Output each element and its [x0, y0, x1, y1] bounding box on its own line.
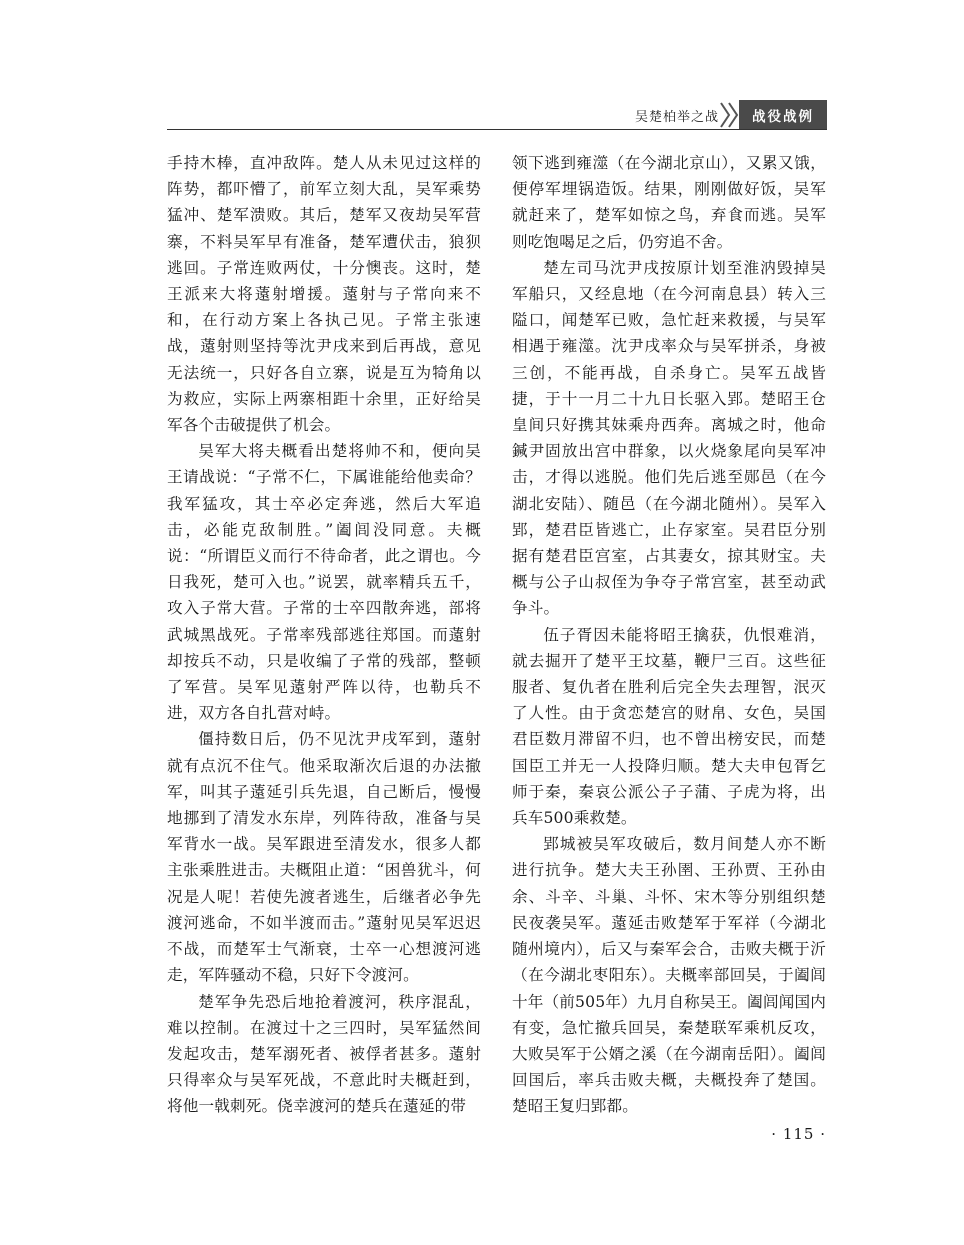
paragraph: 僵持数日后，仍不见沈尹戌军到，薳射就有点沉不住气。他采取渐次后退的办法撤军，叫其子薳延引兵先退，自己断后，慢慢地挪到了清发水东岸，列阵待敌，准备与吴军背水一战。吴军跟进至清发水，很多人都主张乘胜进击。夫概阻止道：“困兽犹斗，何况是人呢！若使先渡者逃生，后继者必争先渡河逃命，不如半渡而击。”薳射见吴军迟迟不战，而楚军士气渐衰，士卒一心想渡河逃走，军阵骚动不稳，只好下令渡河。	[167, 730, 481, 985]
paragraph: 手持木棒，直冲敌阵。楚人从未见过这样的阵势，都吓懵了，前军立刻大乱，吴军乘势猛冲、楚军溃败。其后，楚军又夜劫吴军营寨，不料吴军早有准备，楚军遭伏击，狼狈逃回。子常连败两仗，十分懊丧。这时，楚王派来大将薳射增援。薳射与子常向来不和，在行动方案上各执己见。子常主张速战，薳射则坚持等沈尹戌来到后再战，意见无法统一，只好各自立寨，说是互为犄角以为救应，实际上两寨相距十余里，正好给吴军各个击破提供了机会。	[167, 154, 481, 435]
double-chevron-icon	[719, 102, 741, 128]
paragraph: 领下逃到雍澨（在今湖北京山），又累又饿，便停军埋锅造饭。结果，刚刚做好饭，吴军就赶来了，楚军如惊之鸟，弃食而逃。吴军则吃饱喝足之后，仍穷追不舍。	[512, 154, 826, 251]
section-tag: 战役战例	[739, 100, 827, 129]
paragraph: 楚军争先恐后地抢着渡河，秩序混乱，难以控制。在渡过十之三四时，吴军猛然间发起攻击，楚军溺死者、被俘者甚多。薳射只得率众与吴军死战，不意此时夫概赶到，将他一戟刺死。侥幸渡河的楚兵在薳延的带	[167, 992, 481, 1116]
left-column	[167, 150, 481, 1120]
paragraph: 伍子胥因未能将昭王擒获，仇恨难消，就去掘开了楚平王坟墓，鞭尸三百。这些征服者、复仇者在胜利后完全失去理智，泯灭了人性。由于贪恋楚宫的财帛、女色，吴国君臣数月滞留不归，也不曾出榜安民，而楚国臣工并无一人投降归顺。楚大夫申包胥乞师于秦，秦哀公派公子子蒲、子虎为将，出兵车500乘救楚。	[512, 625, 826, 828]
chapter-title: 吴楚柏举之战	[634, 110, 719, 125]
running-header	[167, 100, 827, 130]
page-number: · 115 ·	[771, 1125, 826, 1143]
right-column	[512, 150, 826, 1120]
header-rule	[167, 129, 827, 130]
paragraph: 楚左司马沈尹戌按原计划至淮汭毁掉吴军船只，又经息地（在今河南息县）转入三隘口，闻楚军已败，急忙赶来救援，与吴军相遇于雍澨。沈尹戌率众与吴军拼杀，身被三创，不能再战，自杀身亡。吴军五战皆捷，于十一月二十九日长驱入郢。楚昭王仓皇间只好携其妹乘舟西奔。离城之时，他命鍼尹固放出宫中群象，以火烧象尾向吴军冲击，才得以逃脱。他们先后逃至郧邑（在今湖北安陆）、随邑（在今湖北随州）。吴军入郢，楚君臣皆逃亡，止存家室。吴君臣分别据有楚君臣宫室，占其妻女，掠其财宝。夫概与公子山叔侄为争夺子常宫室，甚至动武争斗。	[512, 258, 826, 618]
paragraph: 吴军大将夫概看出楚将帅不和，便向吴王请战说：“子常不仁，下属谁能给他卖命？我军猛攻，其士卒必定奔逃，然后大军追击，必能克敌制胜。”阖闾没同意。夫概说：“所谓臣义而行不待命者，此之谓也。今日我死，楚可入也。”说罢，就率精兵五千，攻入子常大营。子常的士卒四散奔逃，部将武城黑战死。子常率残部逃往郑国。而薳射却按兵不动，只是收编了子常的残部，整顿了军营。吴军见薳射严阵以待，也勒兵不进，双方各自扎营对峙。	[167, 442, 481, 723]
paragraph: 郢城被吴军攻破后，数月间楚人亦不断进行抗争。楚大夫王孙圉、王孙贾、王孙由余、斗辛、斗巢、斗怀、宋木等分别组织楚民夜袭吴军。薳延击败楚军于军祥（今湖北随州境内），后又与秦军会合，击败夫概于沂（在今湖北枣阳东）。夫概率部回吴，于阖闾十年（前505年）九月自称吴王。阖闾闻国内有变，急忙撤兵回吴，秦楚联军乘机反攻，大败吴军于公婿之溪（在今湖南岳阳）。阖闾回国后，率兵击败夫概，夫概投奔了楚国。楚昭王复归郢都。	[512, 835, 826, 1116]
